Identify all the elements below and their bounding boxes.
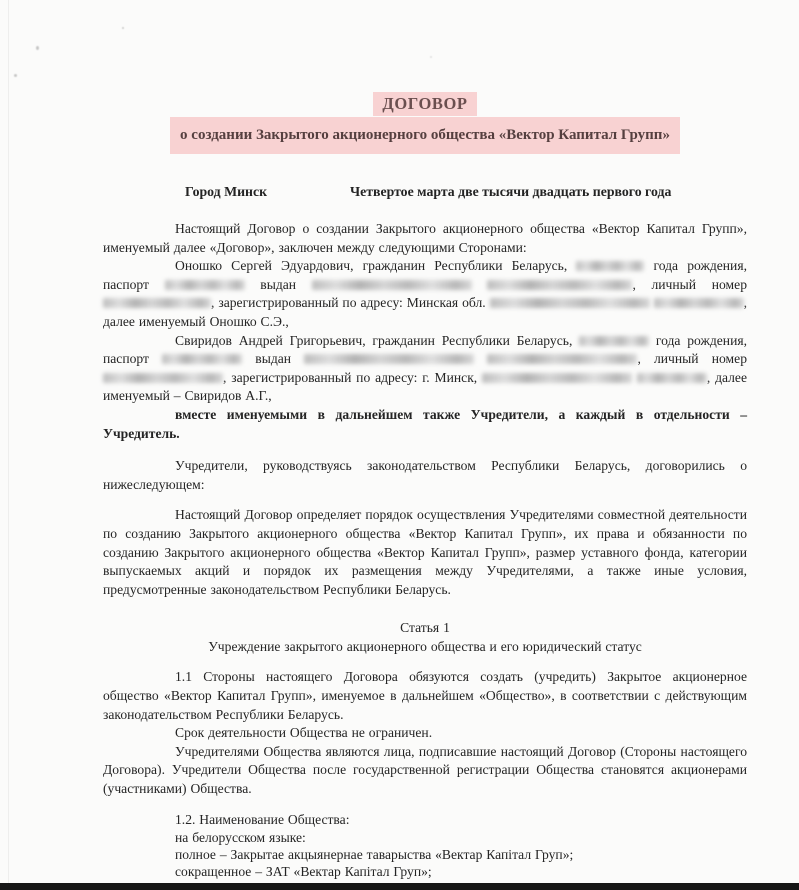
naming-lang-by-line (103, 829, 747, 846)
text-run: Настоящий Договор о создании Закрытого акционерного общества «Вектор Капитал Групп», именуемый далее «Договор», заключен между следующими Сторонами: (103, 221, 747, 255)
redacted-text (576, 261, 644, 271)
preamble-paragraph (103, 220, 747, 257)
redacted-text (490, 298, 650, 308)
city-label: Город Минск (185, 184, 268, 199)
text-run (472, 277, 488, 292)
text-run: 1.1 Стороны настоящего Договора обязуются создать (учредить) Закрытое акционерное общество «Вектор Капитал Групп», именуемое в дальнейшем «Общество», в соответствии с действующим законодательством Республики Беларусь. (103, 669, 747, 722)
text-run: Настоящий Договор определяет порядок осуществления Учредителями совместной деятельности по созданию Закрытого акционерного общества «Вектор Капитал Групп», их права и обязанности по созданию Закрытого акционерного общества «Вектор Капитал Групп», размер уставного фонда, категории выпускаемых акций и порядок их размещения между Учредителями, а также иные условия, предусмотренные законодательством Республики Беларусь. (103, 507, 747, 597)
text-run: сокращенное – ЗАТ «Вектар Капітал Груп»; (175, 864, 432, 880)
article-1-heading (103, 619, 747, 638)
scan-edge-line (8, 0, 9, 890)
document-body (103, 220, 747, 890)
article-1-subheading (103, 638, 747, 657)
text-run: на белорусском языке: (175, 830, 306, 846)
clause-1-1-paragraph (103, 668, 747, 724)
founder-2-paragraph (103, 332, 747, 406)
redacted-text (312, 280, 472, 290)
text-run: выдан (244, 276, 312, 292)
city-date-row (103, 184, 747, 204)
text-run: , зарегистрированный по адресу: Минская обл. (211, 295, 490, 311)
document-content (103, 0, 747, 890)
redacted-text (482, 373, 632, 383)
redacted-text (637, 373, 707, 383)
agreement-scope-paragraph (103, 506, 747, 599)
text-run: , зарегистрированный по адресу: г. Минск, (223, 369, 483, 385)
text-run: , личный номер (637, 351, 747, 367)
founder-1-paragraph (103, 257, 747, 331)
text-run: , далее именуемый Оношко С.Э., (103, 295, 747, 329)
text-run: Свиридов Андрей Григорьевич, гражданин Республики Беларусь, (175, 332, 580, 348)
naming-short-by-line (103, 863, 747, 880)
scan-speck (14, 74, 17, 77)
text-run: Срок деятельности Общества не ограничен. (175, 725, 433, 741)
text-run: Оношко Сергей Эдуардович, гражданин Республики Беларусь, (175, 258, 577, 274)
text-run: года рождения, паспорт (103, 332, 747, 367)
title-row (103, 0, 747, 117)
redacted-text (103, 373, 223, 383)
date-in-words: Четвертое марта две тысячи двадцать первого года (350, 184, 672, 199)
naming-full-by-line (103, 846, 747, 863)
text-run: Статья 1 (400, 620, 450, 636)
text-run (474, 351, 487, 366)
text-run: , далее именуемый – Свиридов А.Г., (103, 369, 748, 404)
agreement-intro-paragraph (103, 457, 747, 494)
subtitle-row (103, 117, 747, 154)
text-run: вместе именуемыми в дальнейшем также Учредители, а каждый в отдельности – Учредитель. (103, 406, 747, 441)
redacted-text (579, 336, 649, 346)
page-title: ДОГОВОР (373, 92, 476, 116)
clause-1-2-heading (103, 811, 747, 830)
scan-speck (36, 46, 39, 50)
clause-founders-paragraph (103, 743, 747, 799)
text-run: выдан (242, 351, 305, 367)
scan-bottom-edge (0, 883, 799, 890)
text-run: полное – Закрытае акцыянернае таварыства «Вектар Капітал Груп»; (175, 847, 574, 863)
redacted-text (103, 298, 211, 308)
text-run: 1.2. Наименование Общества: (175, 811, 350, 827)
redacted-text (162, 354, 242, 364)
text-run: Учреждение закрытого акционерного общества и его юридический статус (208, 638, 642, 654)
text-run: года рождения, паспорт (103, 258, 747, 292)
redacted-text (165, 280, 245, 290)
text-run: , личный номер (632, 276, 747, 292)
text-run: Учредители, руководствуясь законодательством Республики Беларусь, договорились о нижеследующем: (103, 458, 747, 492)
redacted-text (487, 354, 637, 364)
redacted-text (654, 298, 744, 308)
redacted-text (304, 354, 474, 364)
founders-joint-name-paragraph (103, 406, 747, 443)
page-subtitle: о создании Закрытого акционерного общества «Вектор Капитал Групп» (170, 117, 680, 154)
clause-term-paragraph (103, 724, 747, 743)
text-run: Учредителями Общества являются лица, подписавшие настоящий Договор (Стороны настоящего Договора). Учредители Общества после государственной регистрации Общества становятся акционерами (участниками) Общества. (103, 743, 747, 797)
redacted-text (487, 280, 632, 290)
